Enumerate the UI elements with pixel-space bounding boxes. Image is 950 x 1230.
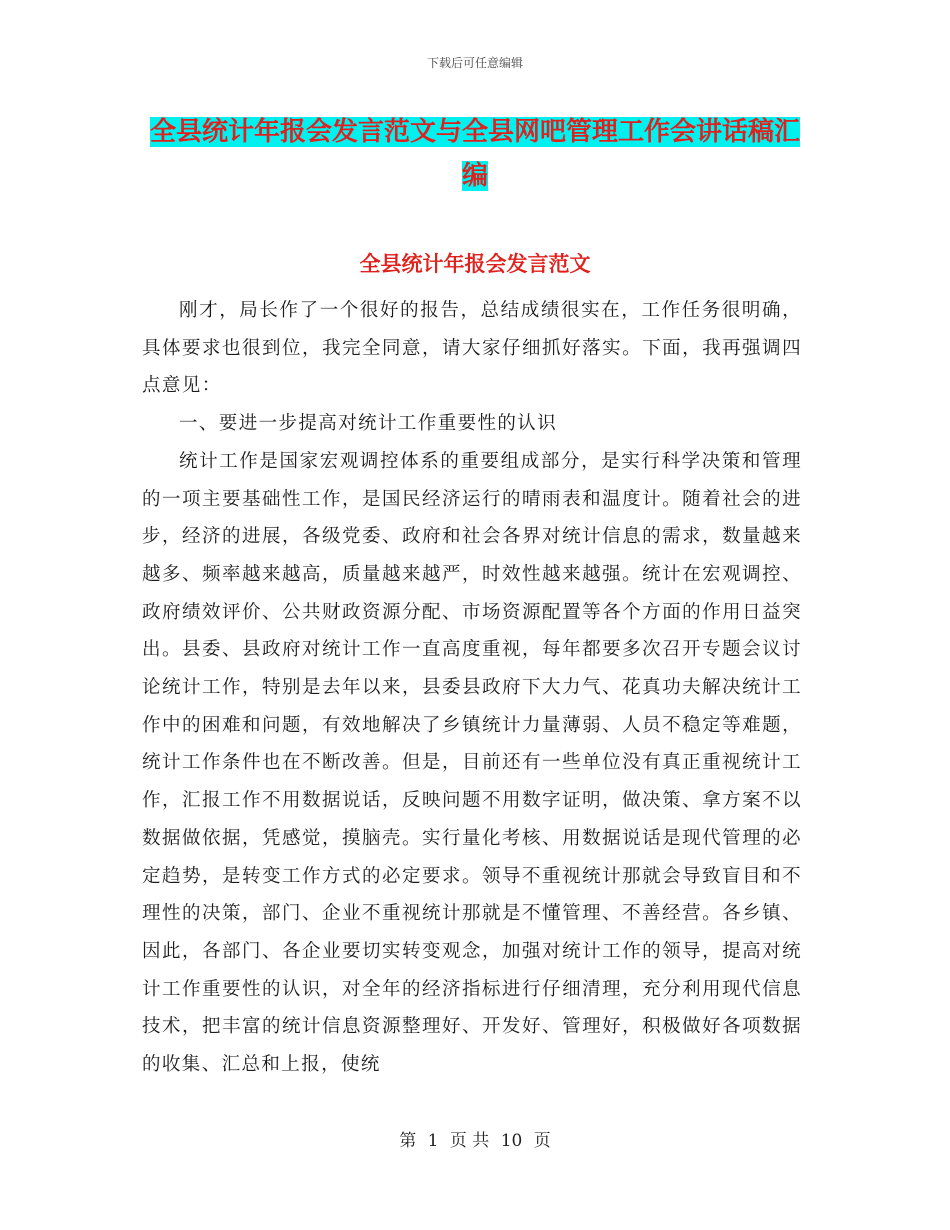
paragraph-body-1: 统计工作是国家宏观调控体系的重要组成部分，是实行科学决策和管理的一项主要基础性工作，是国民经济运行的晴雨表和温度计。随着社会的进步，经济的进展，各级党委、政府和社会各界对统计信息的需求，数量越来越多、频率越来越高，质量越来越严，时效性越来越强。统计在宏观调控、政府绩效评价、公共财政资源分配、市场资源配置等各个方面的作用日益突出。县委、县政府对统计工作一直高度重视，每年都要多次召开专题会议讨论统计工作，特别是去年以来，县委县政府下大力气、花真功夫解决统计工作中的困难和问题，有效地解决了乡镇统计力量薄弱、人员不稳定等难题，统计工作条件也在不断改善。但是，目前还有一些单位没有真正重视统计工作，汇报工作不用数据说话，反映问题不用数字证明，做决策、拿方案不以数据做依据，凭感觉，摸脑壳。实行量化考核、用数据说话是现代管理的必定趋势，是转变工作方式的必定要求。领导不重视统计那就会导致盲目和不理性的决策，部门、企业不重视统计那就是不懂管理、不善经营。各乡镇、因此，各部门、各企业要切实转变观念，加强对统计工作的领导，提高对统计工作重要性的认识，对全年的经济指标进行仔细清理，充分利用现代信息技术，把丰富的统计信息资源整理好、开发好、管理好，积极做好各项数据的收集、汇总和上报，使统 (142, 450, 802, 1076)
footer-middle: 页 共 (449, 1131, 490, 1151)
footer-total-pages: 10 (500, 1131, 523, 1151)
footer-prefix: 第 (399, 1131, 417, 1151)
document-title-text: 全县统计年报会发言范文与全县网吧管理工作会讲话稿汇编 (150, 117, 801, 191)
footer-suffix: 页 (533, 1131, 551, 1151)
section-title: 全县统计年报会发言范文 (359, 252, 591, 276)
page-footer (0, 1126, 950, 1151)
paragraph-heading-1: 一、要进一步提高对统计工作重要性的认识 (179, 413, 558, 435)
paragraph-intro: 刚才，局长作了一个很好的报告，总结成绩很实在，工作任务很明确，具体要求也很到位，我完全同意，请大家仔细抓好落实。下面，我再强调四点意见： (142, 300, 802, 397)
document-body (142, 292, 802, 1084)
document-title (150, 110, 800, 198)
footer-page-number: 1 (427, 1131, 439, 1151)
header-note: 下载后可任意编辑 (426, 56, 523, 70)
